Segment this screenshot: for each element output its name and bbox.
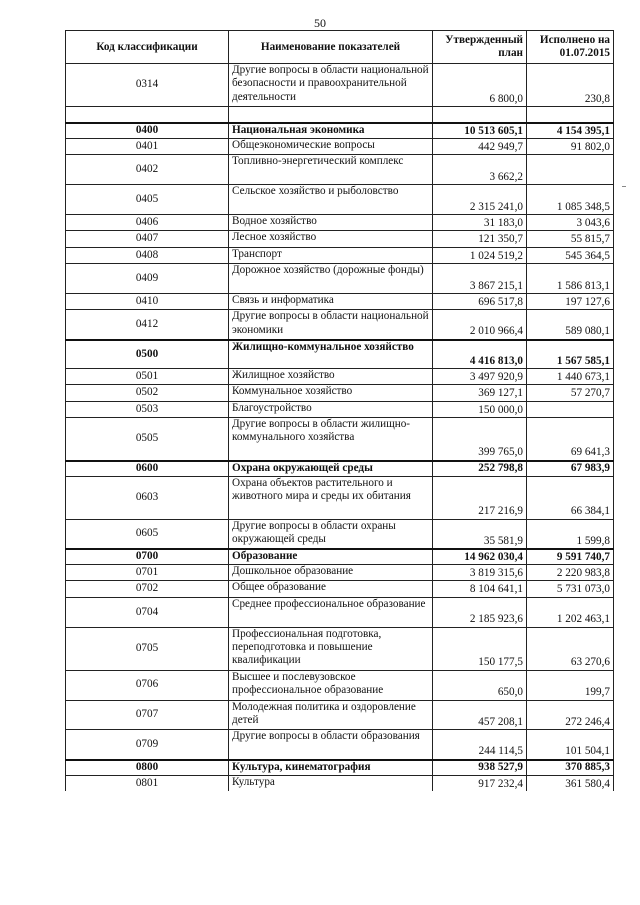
table-section-row xyxy=(66,123,614,138)
code-cell: 0700 xyxy=(66,549,229,564)
executed-cell: 63 270,6 xyxy=(527,627,614,670)
name-cell: Охрана объектов растительного и животного мира и среды их обитания xyxy=(229,476,433,519)
table-section-row xyxy=(66,340,614,369)
executed-cell: 3 043,6 xyxy=(527,214,614,230)
plan-cell: 2 315 241,0 xyxy=(433,185,527,215)
name-cell: Коммунальное хозяйство xyxy=(229,385,433,401)
table-row xyxy=(66,418,614,461)
table-row xyxy=(66,597,614,627)
table-row xyxy=(66,64,614,107)
table-row xyxy=(66,293,614,309)
plan-cell: 442 949,7 xyxy=(433,138,527,154)
name-cell: Транспорт xyxy=(229,247,433,263)
name-cell: Водное хозяйство xyxy=(229,214,433,230)
executed-cell: 230,8 xyxy=(527,64,614,107)
table-section-row xyxy=(66,549,614,564)
header-executed: Исполнено на 01.07.2015 xyxy=(527,31,614,64)
plan-cell: 3 662,2 xyxy=(433,155,527,185)
plan-cell: 2 185 923,6 xyxy=(433,597,527,627)
plan-cell: 696 517,8 xyxy=(433,293,527,309)
executed-cell: 545 364,5 xyxy=(527,247,614,263)
name-cell: Связь и информатика xyxy=(229,293,433,309)
table-row xyxy=(66,565,614,581)
name-cell: Общее образование xyxy=(229,581,433,597)
code-cell: 0505 xyxy=(66,418,229,461)
code-cell: 0406 xyxy=(66,214,229,230)
name-cell: Лесное хозяйство xyxy=(229,231,433,247)
table-row xyxy=(66,775,614,791)
executed-cell: 2 220 983,8 xyxy=(527,565,614,581)
executed-cell: 589 080,1 xyxy=(527,310,614,340)
table-row xyxy=(66,185,614,215)
executed-cell: 67 983,9 xyxy=(527,461,614,476)
plan-cell: 3 819 315,6 xyxy=(433,565,527,581)
table-row xyxy=(66,155,614,185)
plan-cell: 31 183,0 xyxy=(433,214,527,230)
name-cell: Другие вопросы в области охраны окружающей среды xyxy=(229,519,433,549)
header-plan: Утвержденный план xyxy=(433,31,527,64)
name-cell: Жилищно-коммунальное хозяйство xyxy=(229,340,433,369)
code-cell: 0800 xyxy=(66,760,229,775)
executed-cell: 1 202 463,1 xyxy=(527,597,614,627)
table-row xyxy=(66,519,614,549)
table-row xyxy=(66,401,614,417)
plan-cell: 244 114,5 xyxy=(433,730,527,760)
executed-cell: 272 246,4 xyxy=(527,700,614,730)
table-section-row xyxy=(66,760,614,775)
plan-cell: 650,0 xyxy=(433,670,527,700)
plan-cell: 369 127,1 xyxy=(433,385,527,401)
plan-cell: 8 104 641,1 xyxy=(433,581,527,597)
plan-cell xyxy=(433,107,527,123)
executed-cell: 1 085 348,5 xyxy=(527,185,614,215)
name-cell: Культура xyxy=(229,775,433,791)
code-cell: 0400 xyxy=(66,123,229,138)
margin-mark xyxy=(622,186,626,187)
plan-cell: 6 800,0 xyxy=(433,64,527,107)
plan-cell: 2 010 966,4 xyxy=(433,310,527,340)
name-cell: Дошкольное образование xyxy=(229,565,433,581)
table-row xyxy=(66,627,614,670)
executed-cell: 197 127,6 xyxy=(527,293,614,309)
code-cell: 0402 xyxy=(66,155,229,185)
executed-cell xyxy=(527,155,614,185)
name-cell: Другие вопросы в области образования xyxy=(229,730,433,760)
plan-cell: 217 216,9 xyxy=(433,476,527,519)
header-name: Наименование показателей xyxy=(229,31,433,64)
code-cell: 0500 xyxy=(66,340,229,369)
code-cell: 0405 xyxy=(66,185,229,215)
executed-cell: 199,7 xyxy=(527,670,614,700)
table-row xyxy=(66,107,614,123)
code-cell: 0502 xyxy=(66,385,229,401)
name-cell xyxy=(229,107,433,123)
executed-cell xyxy=(527,401,614,417)
table-row xyxy=(66,476,614,519)
table-row xyxy=(66,581,614,597)
name-cell: Другие вопросы в области национальной безопасности и правоохранительной деятельности xyxy=(229,64,433,107)
code-cell: 0603 xyxy=(66,476,229,519)
plan-cell: 3 867 215,1 xyxy=(433,264,527,294)
name-cell: Сельское хозяйство и рыболовство xyxy=(229,185,433,215)
plan-cell: 14 962 030,4 xyxy=(433,549,527,564)
executed-cell: 69 641,3 xyxy=(527,418,614,461)
plan-cell: 150 000,0 xyxy=(433,401,527,417)
executed-cell xyxy=(527,107,614,123)
table-row xyxy=(66,385,614,401)
executed-cell: 1 599,8 xyxy=(527,519,614,549)
executed-cell: 1 586 813,1 xyxy=(527,264,614,294)
plan-cell: 457 208,1 xyxy=(433,700,527,730)
code-cell: 0706 xyxy=(66,670,229,700)
table-header-row xyxy=(66,31,614,64)
executed-cell: 101 504,1 xyxy=(527,730,614,760)
name-cell: Жилищное хозяйство xyxy=(229,368,433,384)
name-cell: Другие вопросы в области жилищно-коммунального хозяйства xyxy=(229,418,433,461)
code-cell: 0705 xyxy=(66,627,229,670)
executed-cell: 9 591 740,7 xyxy=(527,549,614,564)
executed-cell: 361 580,4 xyxy=(527,775,614,791)
code-cell: 0801 xyxy=(66,775,229,791)
code-cell: 0407 xyxy=(66,231,229,247)
code-cell: 0409 xyxy=(66,264,229,294)
code-cell: 0412 xyxy=(66,310,229,340)
header-code: Код классификации xyxy=(66,31,229,64)
table-body xyxy=(66,64,614,792)
code-cell: 0410 xyxy=(66,293,229,309)
table-row xyxy=(66,310,614,340)
code-cell: 0600 xyxy=(66,461,229,476)
plan-cell: 121 350,7 xyxy=(433,231,527,247)
code-cell: 0709 xyxy=(66,730,229,760)
table-row xyxy=(66,214,614,230)
name-cell: Благоустройство xyxy=(229,401,433,417)
table-row xyxy=(66,231,614,247)
executed-cell: 370 885,3 xyxy=(527,760,614,775)
table-row xyxy=(66,138,614,154)
code-cell: 0401 xyxy=(66,138,229,154)
name-cell: Охрана окружающей среды xyxy=(229,461,433,476)
name-cell: Образование xyxy=(229,549,433,564)
table-row xyxy=(66,700,614,730)
table-row xyxy=(66,670,614,700)
plan-cell: 917 232,4 xyxy=(433,775,527,791)
code-cell: 0707 xyxy=(66,700,229,730)
plan-cell: 4 416 813,0 xyxy=(433,340,527,369)
plan-cell: 252 798,8 xyxy=(433,461,527,476)
executed-cell: 91 802,0 xyxy=(527,138,614,154)
plan-cell: 150 177,5 xyxy=(433,627,527,670)
code-cell xyxy=(66,107,229,123)
budget-execution-table xyxy=(65,30,614,791)
code-cell: 0704 xyxy=(66,597,229,627)
table-row xyxy=(66,368,614,384)
code-cell: 0605 xyxy=(66,519,229,549)
name-cell: Среднее профессиональное образование xyxy=(229,597,433,627)
code-cell: 0501 xyxy=(66,368,229,384)
plan-cell: 1 024 519,2 xyxy=(433,247,527,263)
executed-cell: 66 384,1 xyxy=(527,476,614,519)
name-cell: Национальная экономика xyxy=(229,123,433,138)
executed-cell: 55 815,7 xyxy=(527,231,614,247)
code-cell: 0408 xyxy=(66,247,229,263)
executed-cell: 4 154 395,1 xyxy=(527,123,614,138)
page-number: 50 xyxy=(314,16,326,30)
code-cell: 0314 xyxy=(66,64,229,107)
table-row xyxy=(66,730,614,760)
name-cell: Молодежная политика и оздоровление детей xyxy=(229,700,433,730)
name-cell: Культура, кинематография xyxy=(229,760,433,775)
table-row xyxy=(66,247,614,263)
code-cell: 0503 xyxy=(66,401,229,417)
executed-cell: 5 731 073,0 xyxy=(527,581,614,597)
executed-cell: 57 270,7 xyxy=(527,385,614,401)
executed-cell: 1 567 585,1 xyxy=(527,340,614,369)
name-cell: Высшее и послевузовское профессиональное образование xyxy=(229,670,433,700)
plan-cell: 399 765,0 xyxy=(433,418,527,461)
table-section-row xyxy=(66,461,614,476)
name-cell: Профессиональная подготовка, переподготовка и повышение квалификации xyxy=(229,627,433,670)
plan-cell: 938 527,9 xyxy=(433,760,527,775)
code-cell: 0702 xyxy=(66,581,229,597)
executed-cell: 1 440 673,1 xyxy=(527,368,614,384)
code-cell: 0701 xyxy=(66,565,229,581)
name-cell: Дорожное хозяйство (дорожные фонды) xyxy=(229,264,433,294)
plan-cell: 10 513 605,1 xyxy=(433,123,527,138)
name-cell: Общеэкономические вопросы xyxy=(229,138,433,154)
name-cell: Топливно-энергетический комплекс xyxy=(229,155,433,185)
plan-cell: 3 497 920,9 xyxy=(433,368,527,384)
name-cell: Другие вопросы в области национальной экономики xyxy=(229,310,433,340)
table-row xyxy=(66,264,614,294)
plan-cell: 35 581,9 xyxy=(433,519,527,549)
